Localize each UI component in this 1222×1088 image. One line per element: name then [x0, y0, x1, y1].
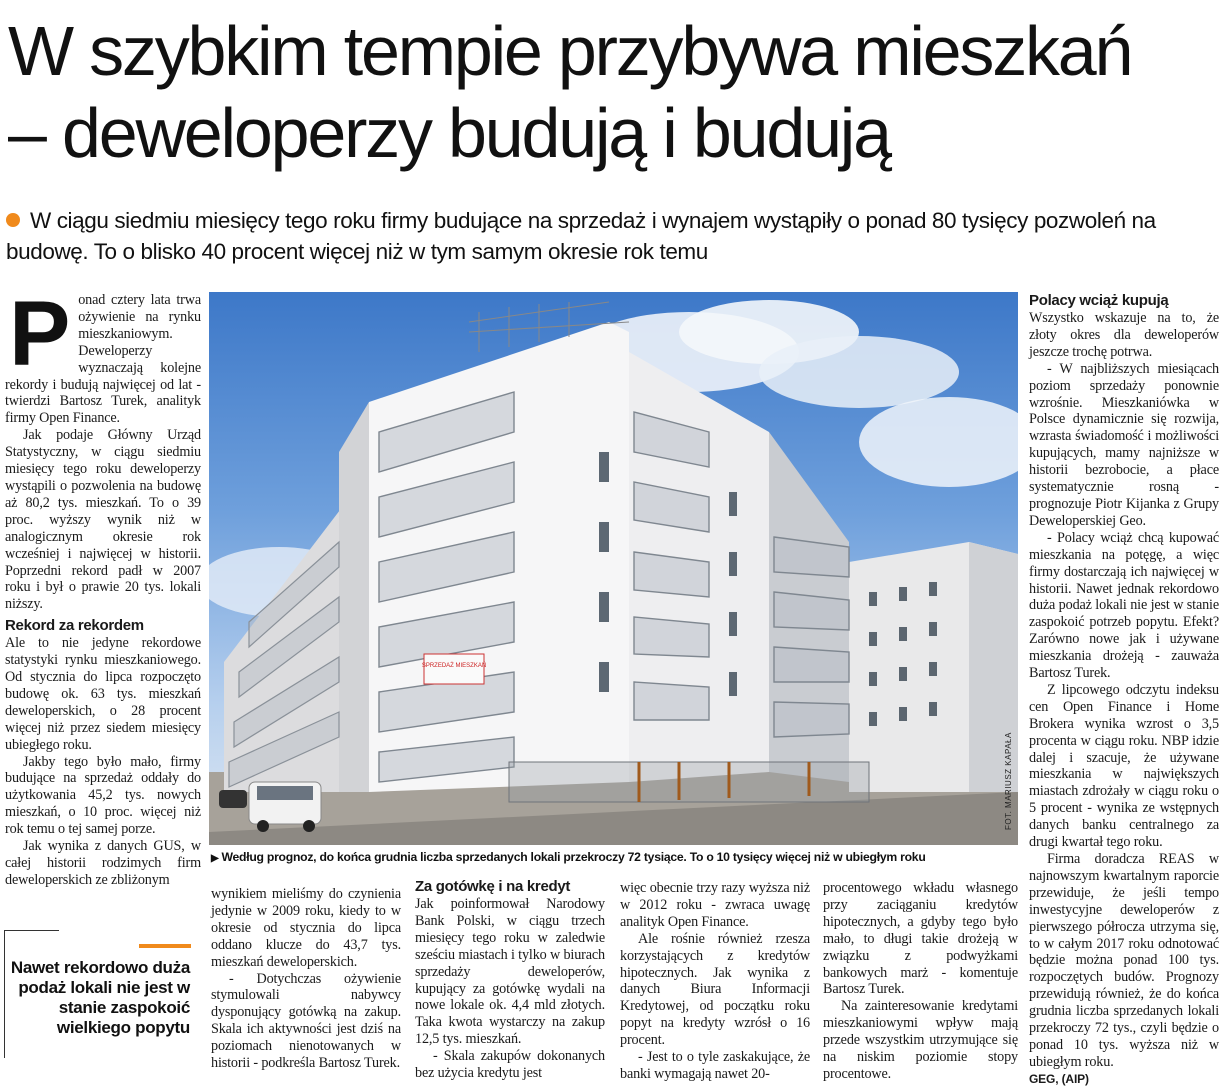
paragraph: Jak poinformował Narodowy Bank Polski, w ciągu trzech miesięcy tego roku w zaledwie sześciu miastach i tylko w biurach sprzedaży deweloperów, kupujący za gotówkę wydali na nowe lokale ok. 4,4 mld złotych. Taka kwota wystarczy na zakup 12,5 tys. mieszkań. — [415, 896, 605, 1048]
column-right — [1029, 292, 1219, 1088]
column-bottom-2 — [415, 878, 605, 1082]
column-bottom-3 — [620, 880, 810, 1083]
parked-car — [249, 782, 321, 832]
paragraph: procentowego wkładu własnego przy zaciąganiu kredytów hipotecznych, a gdyby tego było mało, to długi takie drożeją w związku z podwyżkami bankowych marż - komentuje Bartosz Turek. — [823, 880, 1018, 998]
paragraph: Ale rośnie również rzesza korzystających z kredytów hipotecznych. Jak wynika z danych Biura Informacji Kredytowej, od początku roku popyt na kredyty wzrósł o 16 procent. — [620, 930, 810, 1049]
pull-quote — [4, 930, 198, 1065]
banner-text: SPRZEDAŻ MIESZKAŃ — [421, 663, 487, 669]
pull-quote-text: Nawet rekordowo duża podaż lokali nie jest w stanie zaspokoić wielkiego popytu — [10, 958, 190, 1037]
paragraph: - Polacy wciąż chcą kupować mieszkania na potęgę, a więc firmy dostarczają ich najwięcej w historii. Nawet jednak rekordowo duża podaż lokali nie jest w stanie zaspokoić potrzeb popytu. Efekt? Zarówno nowe jak i używane mieszkania drożeją - zauważa Bartosz Turek. — [1029, 529, 1219, 682]
paragraph: Ale to nie jedyne rekordowe statystyki rynku mieszkaniowego. Od stycznia do lipca rozpoczęto budowę ok. 63 tys. mieszkań deweloperskich, o 28 procent więcej niż przez siedem miesięcy ubiegłego roku. — [5, 635, 201, 753]
paragraph: wynikiem mieliśmy do czynienia jedynie w 2009 roku, kiedy to w okresie od stycznia do lipca oddano klucze do 43,7 tys. mieszkań deweloperskich. — [211, 886, 401, 970]
column-bottom-1 — [211, 886, 401, 1072]
pull-quote-frame — [4, 930, 5, 1058]
subheading: Rekord za rekordem — [5, 617, 144, 635]
drop-cap: P — [9, 283, 71, 385]
column-bottom-4 — [823, 880, 1018, 1083]
photo-caption — [211, 850, 1021, 866]
paragraph: - W najbliższych miesiącach poziom sprzedaży ponownie wzrośnie. Mieszkaniówka w Polsce dynamicznie się rozwija, wzrasta świadomość i możliwości kupujących, mamy najniższe w historii bezrobocie, a płace systematycznie rosną - prognozuje Piotr Kijanka z Grupy Deweloperskiej Geo. — [1029, 360, 1219, 529]
paragraph: więc obecnie trzy razy wyższa niż w 2012 roku - zwraca uwagę analityk Open Finance. — [620, 880, 810, 930]
paragraph: Wszystko wskazuje na to, że złoty okres dla deweloperów jeszcze trochę potrwa. — [1029, 310, 1219, 360]
pull-quote-accent-bar — [139, 944, 191, 948]
lead-text: W ciągu siedmiu miesięcy tego roku firmy budujące na sprzedaż i wynajem wystąpiły o ponad 80 tysięcy pozwoleń na budowę. To o blisko 40 procent więcej niż w tym samym okresie rok temu — [6, 208, 1156, 264]
paragraph: - Jest to o tyle zaskakujące, że banki wymagają nawet 20- — [620, 1049, 810, 1082]
bullet-dot-icon — [6, 213, 20, 227]
caption-arrow-icon: ▶ — [211, 853, 219, 864]
caption-text: Według prognoz, do końca grudnia liczba sprzedanych lokali przekroczy 72 tysiące. To o 10 tysięcy więcej niż w ubiegłym roku — [221, 850, 926, 864]
paragraph: Jakby tego było mało, firmy budujące na sprzedaż oddały do użytkowania 45,2 tys. nowych mieszkań, o 10 proc. więcej niż rok temu o tej samej porze. — [5, 753, 201, 838]
photo-credit: FOT. MARIUSZ KAPAŁA — [1004, 732, 1013, 830]
signature — [1029, 1071, 1219, 1088]
paragraph: Z lipcowego odczytu indeksu cen Open Finance i Home Brokera wynika wzrost o 3,5 procenta w ciągu roku. NBP idzie dalej i szacuje, że używane mieszkania w największych miastach zdrożały w ciągu roku o 5 procent - wynika ze wstępnych danych banku centralnego za drugi kwartał tego roku. — [1029, 681, 1219, 851]
building-photo — [209, 292, 1018, 845]
subheading: Polacy wciąż kupują — [1029, 292, 1169, 309]
paragraph: - Dotychczas ożywienie stymulowali nabywcy dysponujący gotówką na zakup. Skala ich aktywności jest dziś na poziomach nienotowanych w historii - podkreśla Bartosz Turek. — [211, 970, 401, 1072]
headline — [8, 10, 1218, 174]
paragraph: - Skala zakupów dokonanych bez użycia kredytu jest — [415, 1048, 605, 1082]
subheading: Za gotówkę i na kredyt — [415, 878, 571, 895]
lead-paragraph — [6, 205, 1211, 267]
headline-line-2: – deweloperzy budują i budują — [8, 94, 890, 172]
paragraph: onad cztery lata trwa ożywienie na rynku mieszkaniowym. Deweloperzy wyznaczają kolejne rekordy i budują najwięcej od lat - twierdzi Bartosz Turek, analityk firmy Open Finance. — [5, 292, 201, 427]
pull-quote-frame — [4, 930, 59, 931]
headline-line-1: W szybkim tempie przybywa mieszkań — [8, 12, 1132, 90]
paragraph: Jak podaje Główny Urząd Statystyczny, w ciągu siedmiu miesięcy tego roku deweloperzy wystąpili o pozwolenia na budowę aż 80,2 tys. mieszkań. To o 39 proc. wyższy wynik niż w analogicznym okresie rok wcześniej i najwięcej w historii. Poprzedni rekord padł w 2007 roku i był o prawie 20 tys. lokali niższy. — [5, 427, 201, 613]
paragraph: Firma doradcza REAS w najnowszym kwartalnym raporcie przewiduje, że jeśli tempo inwestycyjne deweloperów z pierwszego półrocza utrzyma się, to w całym 2017 roku odnotować będzie można ponad 100 tys. rozpoczętych budów. Prognozy przewidują również, że do końca grudnia liczba sprzedanych lokali przekroczy 72 tys., czyli będzie o ponad 10 tys. wyższa niż w ubiegłym roku. — [1029, 851, 1219, 1070]
column-left — [5, 283, 201, 889]
paragraph: Na zainteresowanie kredytami mieszkaniowymi wpływ mają przede wszystkim utrzymujące się na niskim poziomie stopy procentowe. — [823, 998, 1018, 1082]
apartment-building-illustration — [209, 292, 1018, 845]
author-signature: GEG, (AIP) — [1029, 1071, 1089, 1086]
paragraph: Jak wynika z danych GUS, w całej historii rodzimych firm deweloperskich ze zbliżonym — [5, 838, 201, 888]
